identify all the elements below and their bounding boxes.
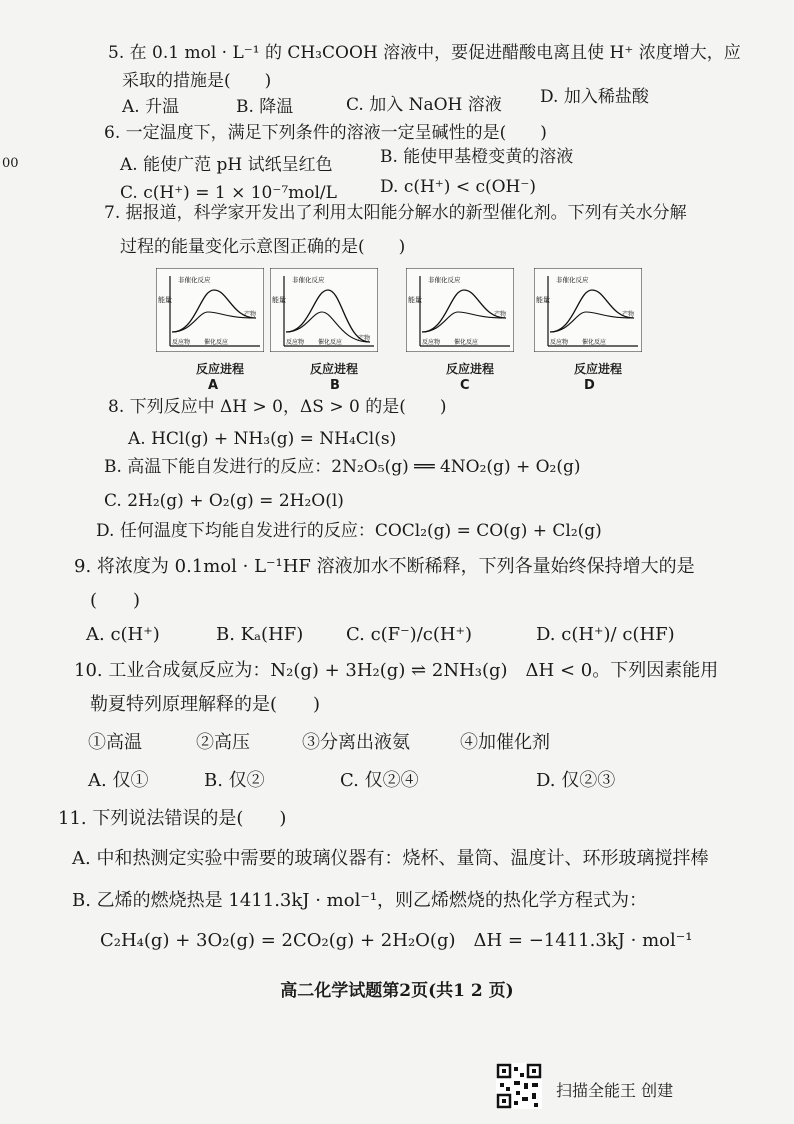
catalyzed-label: 催化反应: [582, 339, 607, 346]
energy-diagram-c: [406, 268, 514, 352]
catalyzed-label: 催化反应: [204, 339, 229, 346]
q9-option-c: C. c(F⁻)/c(H⁺): [346, 624, 473, 645]
reactant-label: 反应物: [422, 339, 441, 346]
product-label: 产物: [494, 311, 507, 318]
uncatalyzed-label: 非催化反应: [556, 276, 589, 284]
y-axis-label: 能量: [536, 296, 550, 304]
q10-stem-2: 勒夏特列原理解释的是( ): [90, 694, 321, 715]
catalyzed-label: 催化反应: [454, 339, 479, 346]
x-axis-label: 反应进程: [446, 362, 495, 376]
x-axis-label: 反应进程: [574, 362, 623, 376]
q7-stem: 7. 据报道，科学家开发出了利用太阳能分解水的新型催化剂。下列有关水分解: [104, 203, 687, 223]
q6-stem: 6. 一定温度下，满足下列条件的溶液一定呈碱性的是( ): [104, 123, 547, 143]
q9-stem: 9. 将浓度为 0.1mol · L⁻¹HF 溶液加水不断稀释，下列各量始终保持增大的是: [74, 556, 695, 577]
q5-option-c: C. 加入 NaOH 溶液: [346, 95, 502, 115]
reactant-label: 反应物: [172, 339, 191, 346]
reactant-label: 反应物: [286, 339, 305, 346]
q10-option-d: D. 仅②③: [536, 770, 616, 791]
page-footer: 高二化学试题第2页(共1 2 页): [280, 981, 514, 1001]
q9-stem-2: ( ): [90, 590, 141, 611]
q6-option-d: D. c(H⁺) < c(OH⁻): [380, 177, 536, 197]
q5-option-d: D. 加入稀盐酸: [540, 87, 649, 107]
q9-option-d: D. c(H⁺)/ c(HF): [536, 624, 675, 645]
energy-diagram-a: [156, 268, 264, 352]
q5-stem: 5. 在 0.1 mol · L⁻¹ 的 CH₃COOH 溶液中，要促进醋酸电离且使 H⁺ 浓度增大，应: [108, 43, 741, 63]
energy-diagram-b: [270, 268, 378, 352]
scanner-watermark: 扫描全能王 创建: [556, 1081, 674, 1100]
q11-stem: 11. 下列说法错误的是( ): [58, 808, 287, 829]
reactant-label: 反应物: [550, 339, 569, 346]
q9-option-b: B. Kₐ(HF): [216, 624, 304, 645]
q10-item-3: ③分离出液氨: [302, 732, 410, 753]
catalyzed-label: 催化反应: [318, 339, 343, 346]
q8-option-b: B. 高温下能自发进行的反应：2N₂O₅(g) ══ 4NO₂(g) + O₂(g): [104, 457, 581, 477]
edge-mark: 00: [2, 156, 19, 171]
q6-option-c: C. c(H⁺) = 1 × 10⁻⁷mol/L: [120, 183, 337, 203]
q8-option-d: D. 任何温度下均能自发进行的反应：COCl₂(g) = CO(g) + Cl₂(g): [96, 521, 602, 541]
qr-code-icon: [496, 1063, 542, 1109]
q5-option-a: A. 升温: [122, 97, 180, 117]
q8-stem: 8. 下列反应中 ΔH > 0，ΔS > 0 的是( ): [108, 397, 447, 417]
q11-option-b: B. 乙烯的燃烧热是 1411.3kJ · mol⁻¹，则乙烯燃烧的热化学方程式为：: [72, 890, 648, 911]
q10-stem: 10. 工业合成氨反应为：N₂(g) + 3H₂(g) ⇌ 2NH₃(g) ΔH < 0。下列因素能用: [74, 660, 719, 681]
x-axis-label: 反应进程: [310, 362, 359, 376]
q5-stem-2: 采取的措施是( ): [122, 71, 272, 91]
q8-option-c: C. 2H₂(g) + O₂(g) = 2H₂O(l): [104, 491, 344, 511]
q8-option-a: A. HCl(g) + NH₃(g) = NH₄Cl(s): [128, 429, 397, 449]
y-axis-label: 能量: [408, 296, 422, 304]
product-label: 产物: [622, 311, 635, 318]
y-axis-label: 能量: [272, 296, 286, 304]
q10-option-a: A. 仅①: [88, 770, 149, 791]
uncatalyzed-label: 非催化反应: [428, 276, 461, 284]
product-label: 产物: [358, 335, 371, 342]
q10-option-b: B. 仅②: [204, 770, 265, 791]
q6-option-b: B. 能使甲基橙变黄的溶液: [380, 147, 574, 167]
y-axis-label: 能量: [158, 296, 172, 304]
q5-option-b: B. 降温: [236, 97, 294, 117]
uncatalyzed-label: 非催化反应: [178, 276, 211, 284]
diagram-label-b: B: [330, 378, 340, 393]
q11-option-a: A. 中和热测定实验中需要的玻璃仪器有：烧杯、量筒、温度计、环形玻璃搅拌棒: [72, 848, 709, 869]
diagram-label-a: A: [208, 378, 219, 393]
q10-item-2: ②高压: [196, 732, 250, 753]
x-axis-label: 反应进程: [196, 362, 245, 376]
q10-item-4: ④加催化剂: [460, 732, 550, 753]
energy-diagram-d: [534, 268, 642, 352]
q11-equation: C₂H₄(g) + 3O₂(g) = 2CO₂(g) + 2H₂O(g) ΔH = −1411.3kJ · mol⁻¹: [100, 930, 693, 951]
q7-stem-2: 过程的能量变化示意图正确的是( ): [120, 237, 406, 257]
uncatalyzed-label: 非催化反应: [292, 276, 325, 284]
q10-option-c: C. 仅②④: [340, 770, 419, 791]
diagram-label-d: D: [584, 378, 595, 393]
diagram-label-c: C: [460, 378, 470, 393]
product-label: 产物: [244, 311, 257, 318]
q6-option-a: A. 能使广范 pH 试纸呈红色: [120, 155, 333, 175]
q9-option-a: A. c(H⁺): [86, 624, 160, 645]
q10-item-1: ①高温: [88, 732, 142, 753]
